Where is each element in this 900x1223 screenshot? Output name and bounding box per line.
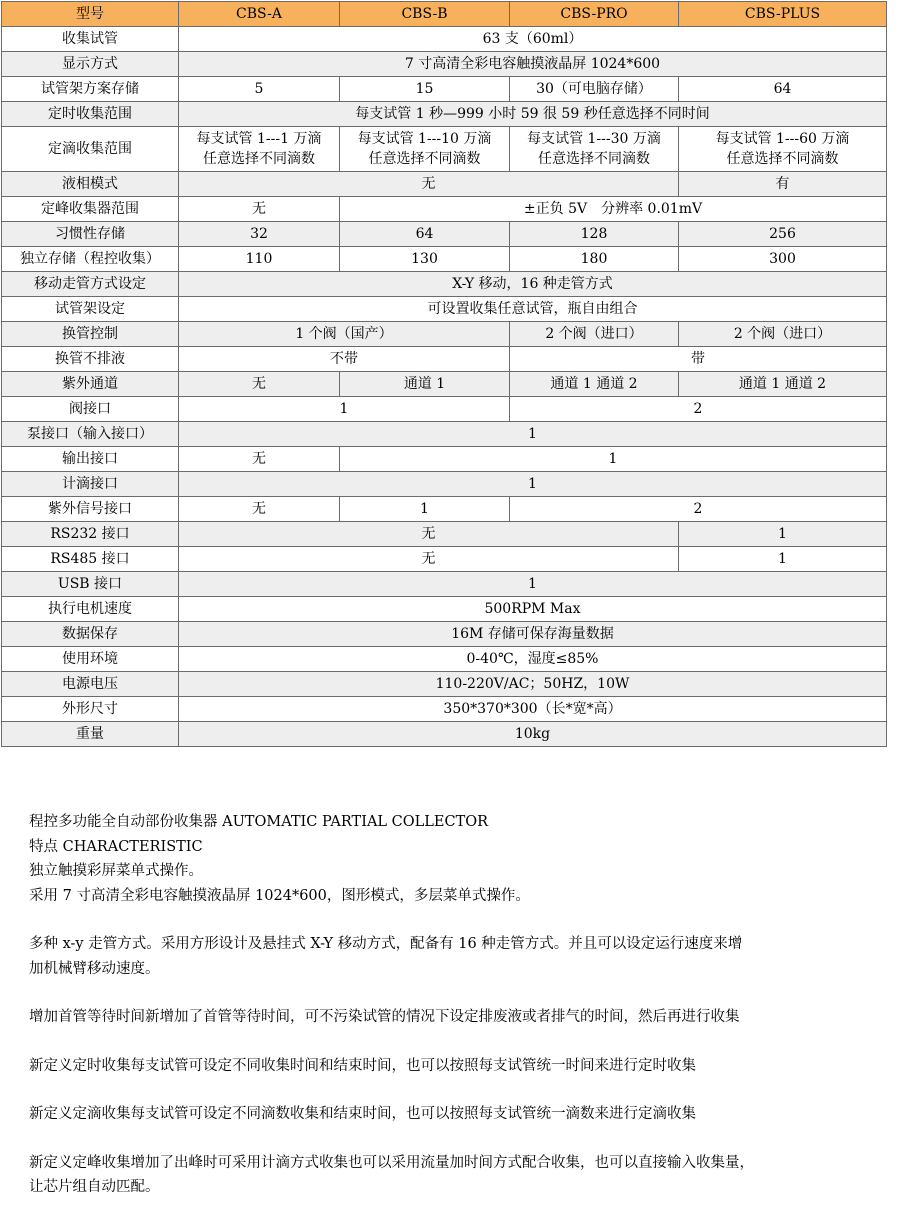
cell-value: X-Y 移动，16 种走管方式 bbox=[179, 272, 887, 297]
description-paragraph: 加机械臂移动速度。 bbox=[29, 960, 160, 977]
row-label: 重量 bbox=[2, 722, 179, 747]
row-label: 阀接口 bbox=[2, 397, 179, 422]
row-label: 执行电机速度 bbox=[2, 597, 179, 622]
cell-value: 16M 存储可保存海量数据 bbox=[179, 622, 887, 647]
table-row bbox=[2, 647, 887, 672]
cell-line: 每支试管 1---30 万滴 bbox=[527, 131, 661, 147]
cell-line: 任意选择不同滴数 bbox=[538, 151, 650, 167]
row-label: 紫外通道 bbox=[2, 372, 179, 397]
header-row bbox=[2, 2, 887, 27]
cell-value: 128 bbox=[510, 222, 679, 247]
header-cbs-a: CBS-A bbox=[179, 2, 340, 27]
cell-value: 无 bbox=[179, 447, 340, 472]
table-row bbox=[2, 127, 887, 172]
table-row bbox=[2, 172, 887, 197]
description-paragraph: 新定义定滴收集每支试管可设定不同滴数收集和结束时间，也可以按照每支试管统一滴数来进行定滴收集 bbox=[29, 1106, 696, 1122]
cell-value: 15 bbox=[340, 77, 510, 102]
table-row bbox=[2, 322, 887, 347]
cell-value: 1 bbox=[679, 547, 887, 572]
row-label: 定峰收集器范围 bbox=[2, 197, 179, 222]
row-label: 外形尺寸 bbox=[2, 697, 179, 722]
spacer bbox=[29, 1030, 869, 1054]
cell-value: 130 bbox=[340, 247, 510, 272]
row-label: 习惯性存储 bbox=[2, 222, 179, 247]
cell-value: 2 bbox=[510, 497, 887, 522]
cell-line: 每支试管 1---10 万滴 bbox=[357, 131, 492, 147]
table-row bbox=[2, 722, 887, 747]
cell-value: 64 bbox=[340, 222, 510, 247]
cell-value bbox=[179, 127, 340, 172]
cell-value: 通道 1 通道 2 bbox=[679, 372, 887, 397]
row-label: 输出接口 bbox=[2, 447, 179, 472]
cell-value: 5 bbox=[179, 77, 340, 102]
row-label: 换管不排液 bbox=[2, 347, 179, 372]
row-label: 试管架设定 bbox=[2, 297, 179, 322]
row-label: USB 接口 bbox=[2, 572, 179, 597]
description-paragraph: 增加首管等待时间新增加了首管等待时间，可不污染试管的情况下设定排废液或者排气的时间，然后再进行收集 bbox=[29, 1009, 740, 1025]
cell-value: 无 bbox=[179, 547, 679, 572]
description-line: 独立触摸彩屏菜单式操作。 bbox=[29, 863, 203, 879]
cell-value: 110 bbox=[179, 247, 340, 272]
description-section bbox=[29, 810, 869, 1200]
row-label: RS232 接口 bbox=[2, 522, 179, 547]
table-row bbox=[2, 222, 887, 247]
table-row bbox=[2, 697, 887, 722]
row-label: 使用环境 bbox=[2, 647, 179, 672]
cell-value: 1 bbox=[179, 422, 887, 447]
cell-value: 通道 1 通道 2 bbox=[510, 372, 679, 397]
row-label: 紫外信号接口 bbox=[2, 497, 179, 522]
cell-line: 任意选择不同滴数 bbox=[368, 151, 481, 167]
table-row bbox=[2, 247, 887, 272]
spec-table bbox=[1, 1, 887, 747]
cell-value: 1 bbox=[179, 572, 887, 597]
table-row bbox=[2, 372, 887, 397]
cell-value: 1 bbox=[340, 447, 887, 472]
cell-value: 10kg bbox=[179, 722, 887, 747]
cell-line: 任意选择不同滴数 bbox=[726, 151, 839, 167]
row-label: 移动走管方式设定 bbox=[2, 272, 179, 297]
header-model: 型号 bbox=[2, 2, 179, 27]
table-row bbox=[2, 472, 887, 497]
table-row bbox=[2, 52, 887, 77]
cell-value: 7 寸高清全彩电容触摸液晶屏 1024*600 bbox=[179, 52, 887, 77]
cell-value: 1 bbox=[179, 472, 887, 497]
cell-value: 0-40℃，湿度≤85% bbox=[179, 647, 887, 672]
row-label: 定时收集范围 bbox=[2, 102, 179, 127]
table-row bbox=[2, 447, 887, 472]
row-label: 显示方式 bbox=[2, 52, 179, 77]
cell-value: 1 bbox=[340, 497, 510, 522]
row-label: 计滴接口 bbox=[2, 472, 179, 497]
cell-value: 300 bbox=[679, 247, 887, 272]
cell-value: 通道 1 bbox=[340, 372, 510, 397]
table-row bbox=[2, 422, 887, 447]
cell-value: 30（可电脑存储） bbox=[510, 77, 679, 102]
row-label: 试管架方案存储 bbox=[2, 77, 179, 102]
spacer bbox=[29, 981, 869, 1005]
cell-value: 180 bbox=[510, 247, 679, 272]
cell-line: 任意选择不同滴数 bbox=[203, 151, 315, 167]
row-label: 数据保存 bbox=[2, 622, 179, 647]
cell-value: 不带 bbox=[179, 347, 510, 372]
cell-value: 32 bbox=[179, 222, 340, 247]
spacer bbox=[29, 1078, 869, 1102]
row-label: 收集试管 bbox=[2, 27, 179, 52]
cell-value: 无 bbox=[179, 372, 340, 397]
row-label: 液相模式 bbox=[2, 172, 179, 197]
description-subtitle: 特点 CHARACTERISTIC bbox=[29, 838, 203, 855]
table-row bbox=[2, 397, 887, 422]
cell-value: 64 bbox=[679, 77, 887, 102]
description-paragraph: 让芯片组自动匹配。 bbox=[29, 1179, 160, 1195]
cell-value: 63 支（60ml） bbox=[179, 27, 887, 52]
cell-value: 有 bbox=[679, 172, 887, 197]
table-row bbox=[2, 27, 887, 52]
cell-line: 每支试管 1---60 万滴 bbox=[715, 131, 850, 147]
table-row bbox=[2, 622, 887, 647]
spacer bbox=[29, 908, 869, 932]
description-paragraph: 多种 x-y 走管方式。采用方形设计及悬挂式 X-Y 移动方式，配备有 16 种走管方式。并且可以设定运行速度来增 bbox=[29, 936, 743, 952]
table-row bbox=[2, 102, 887, 127]
cell-value: 500RPM Max bbox=[179, 597, 887, 622]
cell-value: 110-220V/AC；50HZ，10W bbox=[179, 672, 887, 697]
cell-value bbox=[679, 127, 887, 172]
cell-value: 带 bbox=[510, 347, 887, 372]
cell-value: 无 bbox=[179, 172, 679, 197]
cell-value: 无 bbox=[179, 497, 340, 522]
description-line: 采用 7 寸高清全彩电容触摸液晶屏 1024*600，图形模式，多层菜单式操作。 bbox=[29, 887, 530, 904]
cell-value: 1 个阀（国产） bbox=[179, 322, 510, 347]
spacer bbox=[29, 1127, 869, 1151]
description-paragraph: 新定义定峰收集增加了出峰时可采用计滴方式收集也可以采用流量加时间方式配合收集，也可以直接输入收集量， bbox=[29, 1154, 754, 1171]
cell-value bbox=[340, 127, 510, 172]
header-cbs-pro: CBS-PRO bbox=[510, 2, 679, 27]
row-label: 换管控制 bbox=[2, 322, 179, 347]
cell-value: 可设置收集任意试管，瓶自由组合 bbox=[179, 297, 887, 322]
cell-value: 1 bbox=[679, 522, 887, 547]
cell-value: 2 bbox=[510, 397, 887, 422]
cell-value: 无 bbox=[179, 522, 679, 547]
table-row bbox=[2, 272, 887, 297]
row-label: 独立存储（程控收集） bbox=[2, 247, 179, 272]
cell-value: ±正负 5V 分辨率 0.01mV bbox=[340, 197, 887, 222]
row-label: RS485 接口 bbox=[2, 547, 179, 572]
description-paragraph: 新定义定时收集每支试管可设定不同收集时间和结束时间，也可以按照每支试管统一时间来进行定时收集 bbox=[29, 1057, 696, 1074]
cell-value: 2 个阀（进口） bbox=[679, 322, 887, 347]
table-row bbox=[2, 297, 887, 322]
table-row bbox=[2, 547, 887, 572]
header-cbs-b: CBS-B bbox=[340, 2, 510, 27]
row-label: 泵接口（输入接口） bbox=[2, 422, 179, 447]
cell-line: 每支试管 1---1 万滴 bbox=[196, 131, 322, 147]
table-row bbox=[2, 347, 887, 372]
cell-value: 无 bbox=[179, 197, 340, 222]
header-cbs-plus: CBS-PLUS bbox=[679, 2, 887, 27]
cell-value: 1 bbox=[179, 397, 510, 422]
cell-value: 256 bbox=[679, 222, 887, 247]
cell-value: 2 个阀（进口） bbox=[510, 322, 679, 347]
table-row bbox=[2, 572, 887, 597]
cell-value: 350*370*300（长*宽*高） bbox=[179, 697, 887, 722]
table-row bbox=[2, 672, 887, 697]
row-label: 电源电压 bbox=[2, 672, 179, 697]
cell-value bbox=[510, 127, 679, 172]
table-row bbox=[2, 77, 887, 102]
row-label: 定滴收集范围 bbox=[2, 127, 179, 172]
table-row bbox=[2, 522, 887, 547]
table-row bbox=[2, 497, 887, 522]
cell-value: 每支试管 1 秒—999 小时 59 很 59 秒任意选择不同时间 bbox=[179, 102, 887, 127]
description-title: 程控多功能全自动部份收集器 AUTOMATIC PARTIAL COLLECTOR bbox=[29, 814, 489, 830]
table-row bbox=[2, 197, 887, 222]
table-row bbox=[2, 597, 887, 622]
